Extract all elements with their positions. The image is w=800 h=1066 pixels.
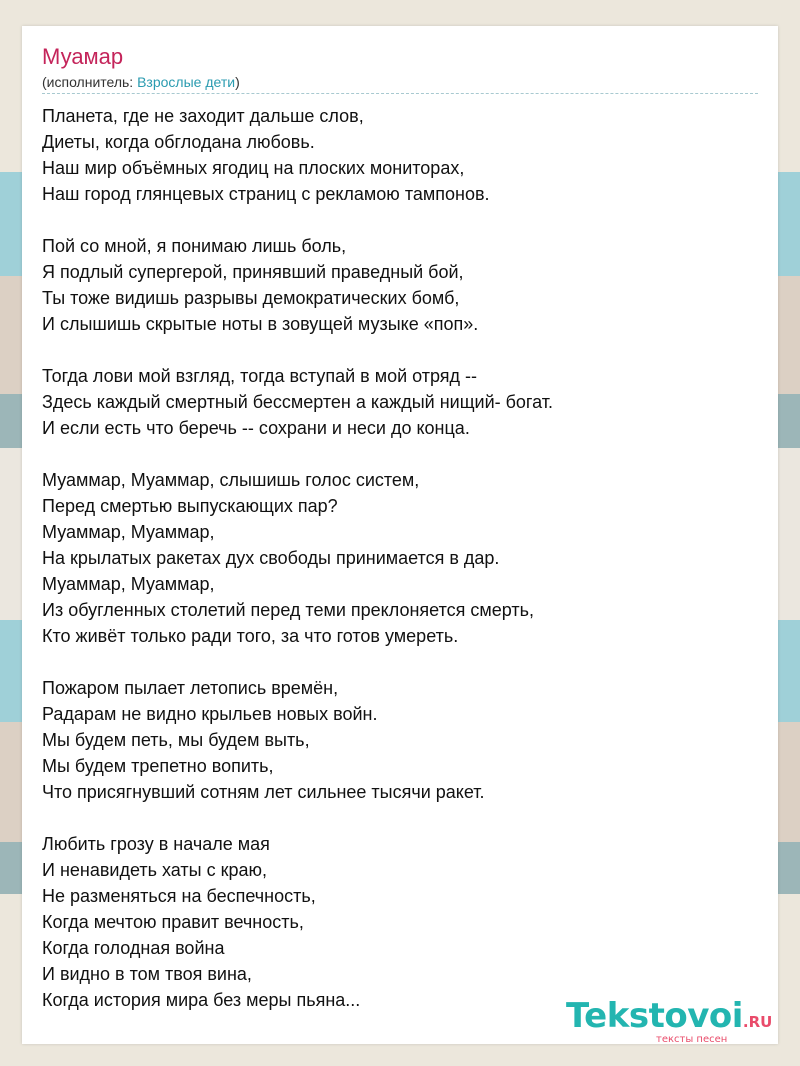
lyrics-stanza <box>42 831 762 1013</box>
song-title: Муамар <box>42 44 124 69</box>
artist-prefix: (исполнитель: <box>42 74 138 90</box>
lyrics-line: Пой со мной, я понимаю лишь боль, <box>42 236 347 256</box>
lyrics-line: Ты тоже видишь разрывы демократических бомб, <box>42 288 460 308</box>
lyrics-line: Мы будем петь, мы будем выть, <box>42 730 310 750</box>
logo-tld: .RU <box>742 1013 773 1031</box>
lyrics-line: Муаммар, Муаммар, слышишь голос систем, <box>42 470 420 490</box>
lyrics-stanza <box>42 363 762 441</box>
logo-wordmark: Tekstovoi <box>566 996 743 1036</box>
lyrics-line: Пожаром пылает летопись времён, <box>42 678 339 698</box>
lyrics-stanza <box>42 233 762 337</box>
lyrics-line: Не разменяться на беспечность, <box>42 886 316 906</box>
lyrics-line: Наш мир объёмных ягодиц на плоских мониторах, <box>42 158 465 178</box>
lyrics-body <box>42 103 762 1039</box>
lyrics-line: Наш город глянцевых страниц с рекламою тампонов. <box>42 184 490 204</box>
lyrics-line: Здесь каждый смертный бессмертен а каждый нищий- богат. <box>42 392 553 412</box>
lyrics-line: И видно в том твоя вина, <box>42 964 252 984</box>
artist-suffix: ) <box>235 74 240 90</box>
lyrics-stanza <box>42 467 762 649</box>
lyrics-line: На крылатых ракетах дух свободы принимается в дар. <box>42 548 500 568</box>
lyrics-line: Когда голодная война <box>42 938 225 958</box>
logo-tagline: тексты песен <box>656 1034 728 1045</box>
lyrics-line: Радарам не видно крыльев новых войн. <box>42 704 378 724</box>
lyrics-line: Кто живёт только ради того, за что готов умереть. <box>42 626 459 646</box>
lyrics-line: Тогда лови мой взгляд, тогда вступай в мой отряд -- <box>42 366 478 386</box>
lyrics-stanza <box>42 103 762 207</box>
lyrics-line: Мы будем трепетно вопить, <box>42 756 274 776</box>
lyrics-line: Я подлый супергерой, принявший праведный бой, <box>42 262 464 282</box>
lyrics-line: Что присягнувший сотням лет сильнее тысячи ракет. <box>42 782 485 802</box>
lyrics-line: Когда мечтою правит вечность, <box>42 912 304 932</box>
lyrics-line: Когда история мира без меры пьяна... <box>42 990 361 1010</box>
site-logo[interactable] <box>566 996 773 1045</box>
lyrics-line: Муаммар, Муаммар, <box>42 574 215 594</box>
lyrics-line: Муаммар, Муаммар, <box>42 522 215 542</box>
artist-link[interactable]: Взрослые дети <box>137 74 236 90</box>
lyrics-line: И если есть что беречь -- сохрани и неси до конца. <box>42 418 470 438</box>
lyrics-line: Из обугленных столетий перед теми преклоняется смерть, <box>42 600 534 620</box>
lyrics-line: Любить грозу в начале мая <box>42 834 270 854</box>
lyrics-line: И слышишь скрытые ноты в зовущей музыке «поп». <box>42 314 479 334</box>
lyrics-line: Диеты, когда обглодана любовь. <box>42 132 315 152</box>
lyrics-stanza <box>42 675 762 805</box>
title-divider <box>42 93 758 94</box>
artist-line <box>42 74 240 90</box>
lyrics-line: Перед смертью выпускающих пар? <box>42 496 338 516</box>
lyrics-card <box>22 26 778 1044</box>
lyrics-line: Планета, где не заходит дальше слов, <box>42 106 364 126</box>
lyrics-line: И ненавидеть хаты с краю, <box>42 860 267 880</box>
